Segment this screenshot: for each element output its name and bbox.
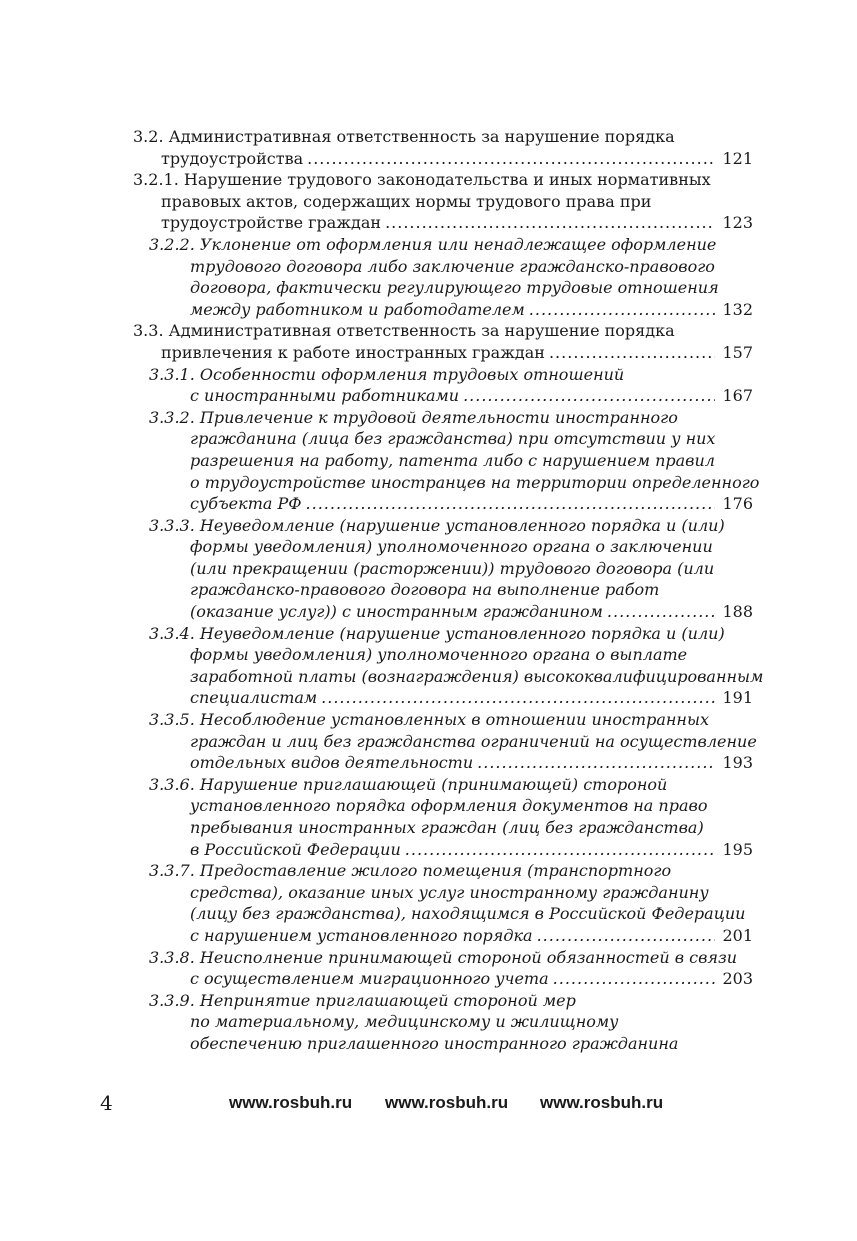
toc-line: 3.3.3. Неуведомление (нарушение установленного порядка и (или) — [149, 515, 725, 535]
toc-line: 3.2. Административная ответственность за нарушение порядка — [133, 127, 675, 146]
toc-line: с иностранными работниками — [190, 386, 460, 406]
toc-line: 3.3.7. Предоставление жилого помещения (транспортного — [149, 861, 672, 881]
toc-entry-3-3-6[interactable] — [133, 774, 753, 860]
toc-page-number: 193 — [722, 753, 753, 773]
toc-entry-3-3-9[interactable] — [133, 990, 753, 1055]
toc-line: формы уведомления) уполномоченного органа о выплате — [190, 645, 688, 665]
toc-entry-3-3-7[interactable] — [133, 860, 753, 946]
toc-line: 3.3.6. Нарушение приглашающей (принимающей) стороной — [149, 774, 668, 794]
page-number: 4 — [100, 1091, 113, 1115]
toc-line: между работником и работодателем — [190, 299, 525, 319]
toc-entry-3-3-5[interactable] — [133, 709, 757, 774]
toc-line: о трудоустройстве иностранцев на территории определенного — [190, 472, 760, 492]
toc-line: 3.3.8. Неисполнение принимающей стороной обязанностей в связи — [149, 947, 738, 967]
toc-line: (или прекращении (расторжении)) трудового договора (или — [190, 558, 715, 578]
leader-dots — [549, 342, 715, 364]
toc-page-number: 201 — [722, 925, 753, 945]
toc-page-number: 203 — [722, 969, 753, 989]
toc-entry-3-3-8[interactable] — [133, 947, 753, 990]
toc-line: формы уведомления) уполномоченного органа о заключении — [190, 537, 713, 557]
toc-line: трудового договора либо заключение гражданско-правового — [190, 256, 715, 276]
toc-page-number: 121 — [722, 148, 753, 168]
toc-line: 3.2.1. Нарушение трудового законодательства и иных нормативных — [133, 170, 711, 190]
leader-dots — [405, 839, 715, 861]
footer-site-link[interactable]: www.rosbuh.ru — [540, 1093, 664, 1112]
page-footer — [100, 1093, 740, 1117]
leader-dots — [321, 687, 715, 709]
toc-entry-3-2-2[interactable] — [133, 234, 753, 320]
toc-line: установленного порядка оформления документов на право — [190, 796, 708, 816]
toc-line: трудоустройстве граждан — [161, 213, 382, 233]
toc-line: договора, фактически регулирующего трудовые отношения — [190, 278, 719, 298]
toc-entry-3-3-2[interactable] — [133, 407, 760, 515]
toc-page-number: 176 — [722, 494, 753, 514]
leader-dots — [307, 148, 715, 170]
toc-line: с нарушением установленного порядка — [190, 925, 533, 945]
toc-page-number: 167 — [722, 386, 753, 406]
toc-line: заработной платы (вознаграждения) высококвалифицированным — [190, 666, 764, 686]
toc-entry-3-2[interactable] — [133, 126, 753, 169]
toc-line: разрешения на работу, патента либо с нарушением правил — [190, 450, 715, 470]
leader-dots — [607, 601, 715, 623]
toc-line: отдельных видов деятельности — [190, 753, 474, 773]
leader-dots — [385, 212, 715, 234]
toc-entry-3-2-1[interactable] — [133, 169, 753, 234]
toc-page-number: 123 — [722, 213, 753, 233]
leader-dots — [463, 385, 715, 407]
toc-page-number: 157 — [722, 342, 753, 362]
toc-line: 3.3.1. Особенности оформления трудовых отношений — [149, 364, 625, 384]
toc-line: 3.2.2. Уклонение от оформления или ненадлежащее оформление — [149, 234, 717, 254]
toc-line: 3.3.5. Несоблюдение установленных в отношении иностранных — [149, 710, 710, 730]
toc-line: граждан и лиц без гражданства ограничений на осуществление — [190, 731, 757, 751]
footer-site-link[interactable]: www.rosbuh.ru — [385, 1093, 509, 1112]
toc-entry-3-3-3[interactable] — [133, 515, 753, 623]
toc-entry-3-3[interactable] — [133, 320, 753, 363]
leader-dots — [553, 968, 715, 990]
toc-line: (лицу без гражданства), находящимся в Российской Федерации — [190, 904, 746, 924]
toc-line: 3.3.2. Привлечение к трудовой деятельности иностранного — [149, 407, 678, 427]
toc-line: с осуществлением миграционного учета — [190, 969, 549, 989]
toc-line: пребывания иностранных граждан (лиц без гражданства) — [190, 818, 704, 837]
toc-line: правовых актов, содержащих нормы трудового права при — [161, 191, 652, 211]
toc-line: специалистам — [190, 688, 318, 708]
toc-line: обеспечению приглашенного иностранного гражданина — [190, 1033, 679, 1053]
toc-line: субъекта РФ — [190, 494, 302, 514]
toc-line: трудоустройства — [161, 148, 304, 168]
toc-line: привлечения к работе иностранных граждан — [161, 342, 545, 362]
toc-line: по материальному, медицинскому и жилищному — [190, 1012, 619, 1032]
toc-line: гражданина (лица без гражданства) при отсутствии у них — [190, 429, 716, 449]
toc-entry-3-3-4[interactable] — [133, 623, 764, 709]
toc-line: 3.3.9. Непринятие приглашающей стороной мер — [149, 990, 576, 1010]
toc-page-number: 132 — [722, 299, 753, 319]
toc-page-number: 188 — [722, 602, 753, 622]
toc-line: гражданско-правового договора на выполнение работ — [190, 580, 660, 600]
toc-entry-3-3-1[interactable] — [133, 364, 753, 407]
toc-page-number: 195 — [722, 839, 753, 859]
leader-dots — [477, 752, 715, 774]
toc-line: 3.3.4. Неуведомление (нарушение установленного порядка и (или) — [149, 623, 725, 643]
footer-site-link[interactable]: www.rosbuh.ru — [229, 1093, 353, 1112]
leader-dots — [529, 299, 715, 321]
leader-dots — [537, 925, 715, 947]
leader-dots — [306, 493, 715, 515]
toc-line: 3.3. Административная ответственность за нарушение порядка — [133, 321, 675, 341]
toc-line: в Российской Федерации — [190, 839, 401, 859]
toc-line: (оказание услуг)) с иностранным гражданином — [190, 602, 603, 622]
table-of-contents — [133, 126, 764, 1055]
toc-line: средства), оказание иных услуг иностранному гражданину — [190, 882, 709, 902]
toc-page-number: 191 — [722, 688, 753, 708]
